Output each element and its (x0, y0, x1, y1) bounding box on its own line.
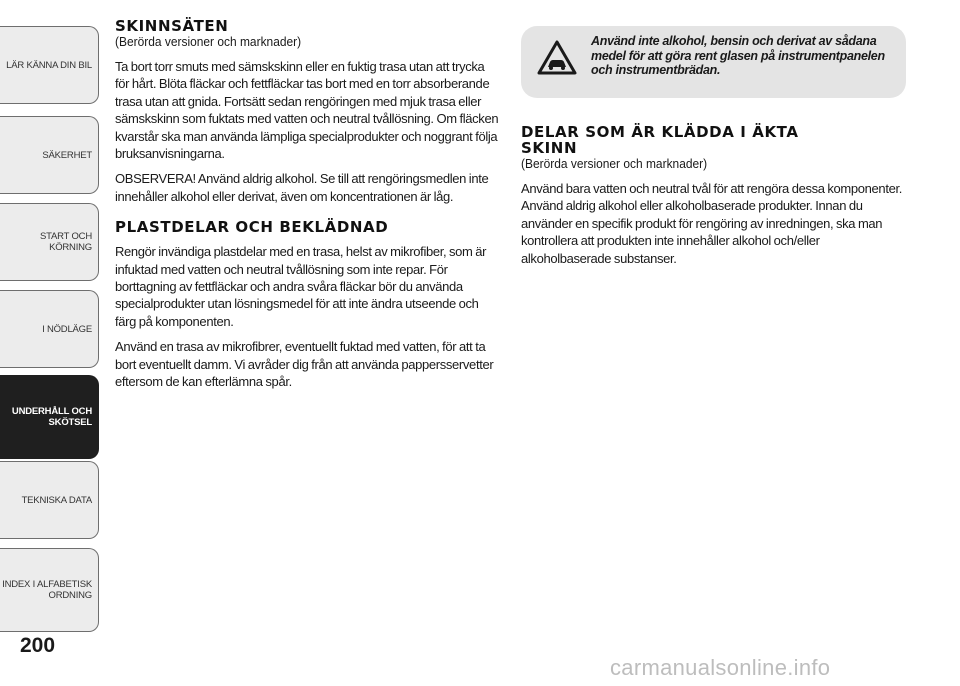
right-column (521, 124, 910, 275)
paragraph: OBSERVERA! Använd aldrig alkohol. Se till att rengöringsmedlen inte innehåller alkohol eller derivat, även om koncentrationen är låg. (115, 171, 489, 204)
tab-tekniska-data[interactable] (0, 461, 99, 539)
car-warning-icon (537, 40, 577, 76)
tab-label: LÄR KÄNNA DIN BIL (6, 59, 92, 71)
tab-label: SÄKERHET (42, 149, 92, 161)
warning-box (521, 26, 906, 98)
tab-label: ORDNING (48, 590, 92, 601)
tab-label: KÖRNING (49, 242, 92, 253)
warning-text: Använd inte alkohol, bensin och derivat av sådana medel för att göra rent glasen på instrumentpanelen och instrumentbrädan. (591, 34, 885, 77)
section-subtitle: (Berörda versioner och marknader) (521, 156, 708, 171)
tab-i-nodlage[interactable] (0, 290, 99, 368)
tab-start-och-korning[interactable] (0, 203, 99, 281)
page-number: 200 (20, 634, 56, 657)
tab-label: I NÖDLÄGE (42, 323, 92, 335)
paragraph: Ta bort torr smuts med sämskskinn eller en fuktig trasa utan att trycka för hårt. Blöta fläckar och fettfläckar tas bort med en torr absorberande trasa utan att gnida. Fortsätt sedan rengöringen med mjuk trasa eller sämskskinn som fuktats med vatten och neutral tvållösning. Om fläcken kvarstår ska man använda lämpliga specialprodukter och noggrant följa bruksanvisningarna. (115, 59, 499, 162)
section-title-plastdelar: PLASTDELAR OCH BEKLÄDNAD (115, 218, 389, 237)
section-title-delar-i-akta-skinn: DELAR SOM ÄR KLÄDDA I ÄKTA SKINN (521, 123, 799, 157)
left-column (115, 18, 500, 399)
tab-label: INDEX I ALFABETISK (2, 579, 92, 590)
tab-lar-kanna-din-bil[interactable] (0, 26, 99, 104)
tab-label: UNDERHÅLL OCH (11, 406, 92, 417)
section-title-skinnsaten: SKINNSÄTEN (115, 17, 229, 35)
tab-label: SKÖTSEL (48, 417, 92, 428)
tab-underhall-och-skotsel[interactable] (0, 375, 99, 459)
paragraph: Använd bara vatten och neutral tvål för att rengöra dessa komponenter. Använd aldrig alkohol eller alkoholbaserade produkter. Innan du använder en specifik produkt för rengöring av inredningen, ska man kontrollera att produkten inte innehåller alkohol och/eller alkoholbaserade substanser. (521, 181, 902, 266)
tab-index-i-alfabetisk-ordning[interactable] (0, 548, 99, 632)
tab-label: START OCH (39, 231, 92, 242)
tab-label: TEKNISKA DATA (21, 494, 92, 506)
watermark: carmanualsonline.info (610, 655, 831, 680)
section-subtitle: (Berörda versioner och marknader) (115, 34, 302, 49)
paragraph: Använd en trasa av mikrofibrer, eventuellt fuktad med vatten, för att ta bort eventuellt damm. Vi avråder dig från att använda pappersservetter eftersom de kan efterlämna spår. (115, 339, 494, 390)
tab-sakerhet[interactable] (0, 116, 99, 194)
paragraph: Rengör invändiga plastdelar med en trasa, helst av mikrofiber, som är infuktad med vatten och neutral tvållösning som inte repar. För borttagning av fettfläckar och andra svåra fläckar bör du använda specialprodukter utan lösningsmedel för att inte ändra utseende och färg på komponenten. (115, 244, 487, 329)
